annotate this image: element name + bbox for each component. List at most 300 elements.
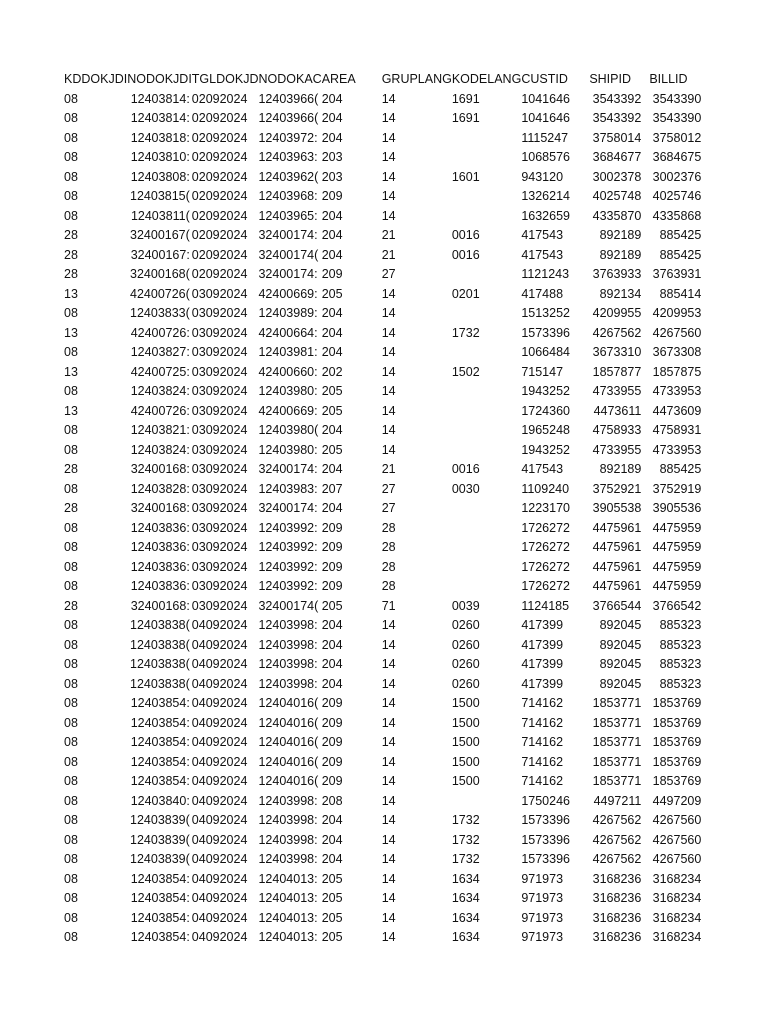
- cell-nodokjdi: 12403838(: [130, 618, 190, 632]
- cell-nodokac: 32400174(: [258, 598, 319, 613]
- cell-nodokac: 12404013:: [258, 871, 318, 886]
- cell-shipid: 1853771: [592, 774, 642, 788]
- cell-custid: 715147: [521, 364, 564, 379]
- cell-nodokjdi: 12403836:: [130, 559, 190, 574]
- table-row: [64, 148, 701, 168]
- cell-billid: 3684675: [652, 150, 702, 164]
- cell-nodokac: 12403992:: [258, 520, 318, 535]
- cell-gruplang: 14: [381, 774, 396, 788]
- cell-custid: 1573396: [521, 852, 570, 866]
- cell-tgldokjd: 02092024: [191, 130, 248, 145]
- cell-kddokjdi: 13: [64, 364, 78, 379]
- cell-shipid: 3684677: [592, 150, 642, 164]
- cell-tgldokjd: 02092024: [191, 150, 248, 164]
- table-row: [64, 441, 701, 461]
- cell-nodokac: 12404013:: [258, 891, 318, 905]
- cell-kodelang: 0016: [451, 462, 480, 476]
- cell-nodokac: 12403989:: [258, 306, 318, 320]
- cell-gruplang: 27: [381, 267, 396, 281]
- cell-custid: 1965248: [521, 423, 570, 437]
- cell-kodelang: 0260: [451, 618, 480, 632]
- cell-nodokac: 12403992:: [258, 540, 318, 554]
- cell-shipid: 3002378: [592, 169, 642, 184]
- cell-kddokjdi: 08: [64, 520, 78, 535]
- cell-billid: 3905536: [652, 501, 702, 515]
- cell-kodelang: [452, 187, 521, 207]
- cell-billid: 4497209: [652, 793, 702, 808]
- table-row: [64, 363, 701, 383]
- cell-nodokjdi: 12403824:: [130, 442, 190, 457]
- cell-gruplang: 14: [381, 852, 396, 866]
- cell-kddokjdi: 08: [64, 637, 78, 652]
- cell-nodokjdi: 12403836:: [130, 579, 190, 593]
- table-row: [64, 382, 701, 402]
- cell-shipid: 1857877: [592, 364, 642, 379]
- cell-kodelang: [452, 265, 521, 285]
- cell-shipid: 3766544: [592, 598, 642, 613]
- cell-nodokac: 12403968:: [258, 189, 318, 203]
- spreadsheet-page: [64, 70, 701, 948]
- cell-nodokjdi: 32400168:: [130, 598, 190, 613]
- cell-shipid: 3543392: [592, 111, 642, 125]
- cell-tgldokjd: 03092024: [191, 598, 248, 613]
- cell-nodokac: 12403998:: [258, 793, 318, 808]
- cell-billid: 4473609: [652, 403, 702, 418]
- cell-gruplang: 14: [381, 832, 396, 847]
- cell-custid: 1041646: [521, 111, 570, 125]
- cell-nodokac: 12403998:: [258, 657, 318, 671]
- cell-nodokjdi: 12403811(: [130, 208, 190, 223]
- cell-shipid: 4335870: [592, 208, 642, 223]
- cell-shipid: 4267562: [592, 832, 642, 847]
- table-row: [64, 831, 701, 851]
- cell-gruplang: 14: [381, 715, 396, 730]
- cell-gruplang: 21: [381, 462, 396, 476]
- cell-tgldokjd: 02092024: [191, 208, 248, 223]
- cell-shipid: 4733955: [592, 442, 642, 457]
- table-row: [64, 343, 701, 363]
- header-nodokac: NODOKAC: [258, 72, 322, 86]
- cell-nodokac: 12403966(: [258, 111, 319, 125]
- cell-billid: 3766542: [652, 598, 702, 613]
- cell-tgldokjd: 02092024: [191, 228, 248, 242]
- cell-kodelang: [452, 499, 521, 519]
- cell-tgldokjd: 04092024: [191, 891, 248, 905]
- cell-billid: 885323: [659, 657, 702, 671]
- cell-nodokjdi: 12403814:: [130, 111, 190, 125]
- cell-kodelang: [452, 304, 521, 324]
- cell-billid: 1853769: [652, 715, 702, 730]
- cell-gruplang: 28: [381, 579, 396, 593]
- cell-shipid: 4267562: [592, 325, 642, 340]
- cell-nodokjdi: 12403824:: [130, 384, 190, 398]
- cell-nodokjdi: 42400726:: [130, 325, 190, 340]
- cell-nodokjdi: 12403815(: [130, 189, 190, 203]
- cell-kodelang: 1601: [451, 169, 480, 184]
- cell-billid: 3168234: [652, 871, 702, 886]
- table-row: [64, 636, 701, 656]
- cell-nodokjdi: 12403854:: [130, 930, 190, 944]
- cell-billid: 885414: [659, 286, 702, 301]
- cell-kddokjdi: 08: [64, 91, 78, 106]
- cell-kddokjdi: 28: [64, 267, 78, 281]
- cell-tgldokjd: 02092024: [191, 91, 248, 106]
- cell-custid: 971973: [521, 930, 564, 944]
- cell-custid: 1124185: [521, 598, 570, 613]
- table-row: [64, 499, 701, 519]
- cell-billid: 4267560: [652, 325, 702, 340]
- cell-tgldokjd: 03092024: [191, 481, 248, 496]
- cell-nodokac: 12403998:: [258, 676, 318, 691]
- cell-kddokjdi: 08: [64, 130, 78, 145]
- cell-shipid: 3673310: [592, 345, 642, 359]
- cell-kodelang: [452, 148, 521, 168]
- table-row: [64, 733, 701, 753]
- cell-nodokac: 12404013:: [258, 930, 318, 944]
- cell-nodokjdi: 32400168(: [130, 267, 190, 281]
- cell-custid: 1573396: [521, 813, 570, 827]
- cell-kddokjdi: 08: [64, 189, 78, 203]
- cell-area: 204: [321, 228, 343, 242]
- table-row: [64, 421, 701, 441]
- cell-nodokjdi: 12403827:: [130, 345, 190, 359]
- cell-kodelang: 1500: [451, 735, 480, 749]
- table-row: [64, 792, 701, 812]
- cell-kddokjdi: 08: [64, 676, 78, 691]
- cell-custid: 1223170: [521, 501, 570, 515]
- cell-kddokjdi: 08: [64, 813, 78, 827]
- cell-area: 205: [321, 910, 343, 925]
- cell-area: 204: [321, 637, 343, 652]
- cell-nodokjdi: 12403854:: [130, 754, 190, 769]
- cell-billid: 4209953: [652, 306, 702, 320]
- cell-kodelang: [452, 558, 521, 578]
- cell-gruplang: 14: [381, 735, 396, 749]
- cell-gruplang: 21: [381, 228, 396, 242]
- cell-kddokjdi: 08: [64, 111, 78, 125]
- cell-shipid: 4758933: [592, 423, 642, 437]
- cell-area: 204: [321, 462, 343, 476]
- cell-gruplang: 14: [381, 208, 396, 223]
- header-kddokjdi: KDDOKJDI: [64, 72, 128, 86]
- cell-kodelang: 1500: [451, 754, 480, 769]
- cell-shipid: 4267562: [592, 813, 642, 827]
- cell-kodelang: 1500: [451, 696, 480, 710]
- cell-area: 204: [321, 676, 343, 691]
- cell-kddokjdi: 08: [64, 540, 78, 554]
- cell-custid: 1121243: [521, 267, 570, 281]
- cell-gruplang: 14: [381, 384, 396, 398]
- cell-kodelang: 1500: [451, 715, 480, 730]
- cell-kodelang: 0039: [451, 598, 480, 613]
- cell-kodelang: 1732: [451, 832, 480, 847]
- cell-tgldokjd: 04092024: [191, 852, 248, 866]
- cell-nodokac: 12404016(: [258, 754, 319, 769]
- cell-nodokjdi: 12403854:: [130, 910, 190, 925]
- cell-kodelang: [452, 792, 521, 812]
- cell-nodokjdi: 12403808:: [130, 169, 190, 184]
- cell-gruplang: 28: [381, 559, 396, 574]
- cell-tgldokjd: 02092024: [191, 247, 248, 262]
- cell-tgldokjd: 04092024: [191, 676, 248, 691]
- cell-tgldokjd: 04092024: [191, 696, 248, 710]
- cell-nodokac: 12404016(: [258, 735, 319, 749]
- cell-kddokjdi: 08: [64, 306, 78, 320]
- cell-area: 204: [321, 306, 343, 320]
- table-row: [64, 616, 701, 636]
- cell-nodokjdi: 32400168:: [130, 501, 190, 515]
- cell-custid: 1068576: [521, 150, 570, 164]
- cell-shipid: 1853771: [592, 696, 642, 710]
- cell-nodokac: 32400174(: [258, 247, 319, 262]
- cell-area: 204: [321, 345, 343, 359]
- cell-area: 204: [321, 130, 343, 145]
- cell-kddokjdi: 08: [64, 715, 78, 730]
- cell-area: 204: [321, 657, 343, 671]
- cell-tgldokjd: 02092024: [191, 189, 248, 203]
- cell-nodokjdi: 12403838(: [130, 657, 190, 671]
- cell-gruplang: 14: [381, 754, 396, 769]
- cell-billid: 3763931: [652, 267, 702, 281]
- cell-custid: 1109240: [521, 481, 570, 496]
- cell-shipid: 892045: [599, 637, 642, 652]
- cell-nodokac: 12403998:: [258, 618, 318, 632]
- cell-nodokjdi: 12403833(: [130, 306, 190, 320]
- cell-kddokjdi: 08: [64, 579, 78, 593]
- cell-billid: 1853769: [652, 696, 702, 710]
- cell-nodokac: 32400174:: [258, 228, 318, 242]
- cell-nodokjdi: 12403810:: [130, 150, 190, 164]
- cell-kddokjdi: 08: [64, 871, 78, 886]
- cell-kddokjdi: 08: [64, 910, 78, 925]
- cell-kddokjdi: 08: [64, 774, 78, 788]
- cell-area: 204: [321, 325, 343, 340]
- cell-shipid: 4267562: [592, 852, 642, 866]
- cell-gruplang: 14: [381, 871, 396, 886]
- cell-area: 204: [321, 813, 343, 827]
- table-row: [64, 109, 701, 129]
- cell-area: 205: [321, 930, 343, 944]
- cell-shipid: 3168236: [592, 930, 642, 944]
- cell-area: 205: [321, 442, 343, 457]
- cell-gruplang: 14: [381, 91, 396, 106]
- cell-tgldokjd: 04092024: [191, 832, 248, 847]
- cell-custid: 1726272: [521, 520, 570, 535]
- table-row: [64, 168, 701, 188]
- cell-kddokjdi: 08: [64, 930, 78, 944]
- cell-kddokjdi: 28: [64, 247, 78, 262]
- cell-area: 209: [321, 520, 343, 535]
- cell-kodelang: 1634: [451, 891, 480, 905]
- cell-tgldokjd: 04092024: [191, 813, 248, 827]
- cell-tgldokjd: 03092024: [191, 286, 248, 301]
- cell-nodokac: 12403983:: [258, 481, 318, 496]
- cell-tgldokjd: 03092024: [191, 442, 248, 457]
- cell-kodelang: 1502: [451, 364, 480, 379]
- cell-billid: 885323: [659, 676, 702, 691]
- cell-nodokjdi: 12403836:: [130, 540, 190, 554]
- cell-shipid: 4733955: [592, 384, 642, 398]
- table-row: [64, 772, 701, 792]
- cell-area: 209: [321, 696, 343, 710]
- cell-area: 205: [321, 598, 343, 613]
- cell-area: 204: [321, 501, 343, 515]
- cell-tgldokjd: 04092024: [191, 715, 248, 730]
- cell-kodelang: [452, 519, 521, 539]
- cell-kodelang: 0201: [451, 286, 480, 301]
- cell-billid: 4475959: [652, 559, 702, 574]
- data-table: [64, 70, 701, 948]
- header-shipid: SHIPID: [589, 72, 631, 86]
- cell-kddokjdi: 28: [64, 228, 78, 242]
- cell-gruplang: 14: [381, 345, 396, 359]
- cell-gruplang: 21: [381, 247, 396, 262]
- cell-kddokjdi: 08: [64, 852, 78, 866]
- cell-gruplang: 14: [381, 696, 396, 710]
- cell-nodokjdi: 12403838(: [130, 676, 190, 691]
- table-row: [64, 694, 701, 714]
- cell-billid: 3752919: [652, 481, 702, 496]
- cell-billid: 3168234: [652, 910, 702, 925]
- header-gruplang: GRUPLANG: [381, 72, 452, 86]
- cell-custid: 971973: [521, 910, 564, 925]
- cell-nodokac: 12404016(: [258, 774, 319, 788]
- cell-custid: 1943252: [521, 442, 570, 457]
- cell-tgldokjd: 03092024: [191, 423, 248, 437]
- table-row: [64, 870, 701, 890]
- table-row: [64, 889, 701, 909]
- cell-gruplang: 14: [381, 442, 396, 457]
- cell-kddokjdi: 08: [64, 793, 78, 808]
- cell-kddokjdi: 08: [64, 657, 78, 671]
- cell-custid: 417543: [521, 462, 564, 476]
- cell-nodokac: 12403972:: [258, 130, 318, 145]
- cell-shipid: 892189: [599, 462, 642, 476]
- cell-kodelang: 1691: [451, 91, 480, 106]
- cell-kodelang: 1634: [451, 930, 480, 944]
- cell-custid: 417399: [521, 618, 564, 632]
- cell-shipid: 4475961: [592, 579, 642, 593]
- cell-shipid: 3905538: [592, 501, 642, 515]
- cell-custid: 714162: [521, 774, 564, 788]
- cell-billid: 4733953: [652, 384, 702, 398]
- cell-custid: 1513252: [521, 306, 570, 320]
- cell-shipid: 4025748: [592, 189, 642, 203]
- cell-kddokjdi: 28: [64, 598, 78, 613]
- cell-kodelang: [452, 207, 521, 227]
- cell-custid: 714162: [521, 696, 564, 710]
- cell-nodokjdi: 12403836:: [130, 520, 190, 535]
- cell-shipid: 4473611: [593, 403, 642, 418]
- cell-custid: 417543: [521, 247, 564, 262]
- cell-custid: 943120: [521, 169, 564, 184]
- cell-gruplang: 14: [381, 325, 396, 340]
- cell-custid: 1726272: [521, 579, 570, 593]
- cell-kodelang: [452, 577, 521, 597]
- cell-shipid: 3543392: [592, 91, 642, 106]
- cell-nodokac: 12403998:: [258, 852, 318, 866]
- cell-custid: 417399: [521, 637, 564, 652]
- cell-custid: 714162: [521, 715, 564, 730]
- cell-nodokac: 12403998:: [258, 637, 318, 652]
- cell-area: 205: [321, 871, 343, 886]
- cell-nodokac: 12404016(: [258, 715, 319, 730]
- cell-shipid: 3168236: [592, 891, 642, 905]
- cell-area: 207: [321, 481, 343, 496]
- cell-nodokjdi: 12403840:: [130, 793, 190, 808]
- cell-gruplang: 14: [381, 657, 396, 671]
- cell-billid: 3543390: [652, 111, 702, 125]
- table-row: [64, 207, 701, 227]
- cell-shipid: 3752921: [592, 481, 642, 496]
- header-nodokjdi: NODOKJDI: [127, 72, 192, 86]
- cell-tgldokjd: 04092024: [191, 930, 248, 944]
- cell-custid: 1115247: [521, 130, 569, 145]
- table-row: [64, 90, 701, 110]
- table-row: [64, 460, 701, 480]
- cell-kodelang: 0016: [451, 228, 480, 242]
- cell-tgldokjd: 04092024: [191, 754, 248, 769]
- table-row: [64, 285, 701, 305]
- cell-tgldokjd: 03092024: [191, 462, 248, 476]
- cell-tgldokjd: 02092024: [191, 169, 248, 184]
- cell-tgldokjd: 04092024: [191, 910, 248, 925]
- cell-gruplang: 14: [381, 793, 396, 808]
- cell-nodokjdi: 12403854:: [130, 774, 190, 788]
- cell-tgldokjd: 04092024: [191, 793, 248, 808]
- cell-area: 203: [321, 150, 343, 164]
- cell-kddokjdi: 08: [64, 481, 78, 496]
- cell-nodokac: 12403963:: [258, 150, 318, 164]
- cell-tgldokjd: 03092024: [191, 345, 248, 359]
- cell-kodelang: 1732: [451, 325, 480, 340]
- cell-kddokjdi: 08: [64, 754, 78, 769]
- cell-gruplang: 28: [381, 520, 396, 535]
- cell-tgldokjd: 04092024: [191, 657, 248, 671]
- cell-shipid: 892189: [599, 228, 642, 242]
- cell-billid: 3168234: [652, 891, 702, 905]
- cell-kodelang: 0030: [451, 481, 480, 496]
- cell-area: 204: [321, 111, 343, 125]
- cell-kodelang: 0260: [451, 637, 480, 652]
- cell-area: 205: [321, 891, 343, 905]
- cell-kddokjdi: 08: [64, 384, 78, 398]
- cell-gruplang: 14: [381, 286, 396, 301]
- cell-gruplang: 14: [381, 189, 396, 203]
- cell-billid: 1857875: [652, 364, 702, 379]
- cell-gruplang: 14: [381, 169, 396, 184]
- cell-shipid: 1853771: [592, 754, 642, 769]
- cell-area: 202: [321, 364, 343, 379]
- cell-billid: 3673308: [652, 345, 702, 359]
- cell-tgldokjd: 04092024: [191, 637, 248, 652]
- cell-billid: 4267560: [652, 852, 702, 866]
- cell-kddokjdi: 28: [64, 501, 78, 515]
- cell-billid: 1853769: [652, 754, 702, 769]
- cell-custid: 417399: [521, 676, 564, 691]
- cell-kddokjdi: 08: [64, 150, 78, 164]
- table-row: [64, 402, 701, 422]
- cell-shipid: 892045: [599, 657, 642, 671]
- header-row: [64, 70, 701, 90]
- cell-area: 209: [321, 559, 343, 574]
- table-row: [64, 753, 701, 773]
- cell-area: 208: [321, 793, 343, 808]
- cell-tgldokjd: 03092024: [191, 559, 248, 574]
- cell-nodokjdi: 12403854:: [130, 715, 190, 730]
- cell-shipid: 4475961: [592, 540, 642, 554]
- cell-custid: 971973: [521, 871, 564, 886]
